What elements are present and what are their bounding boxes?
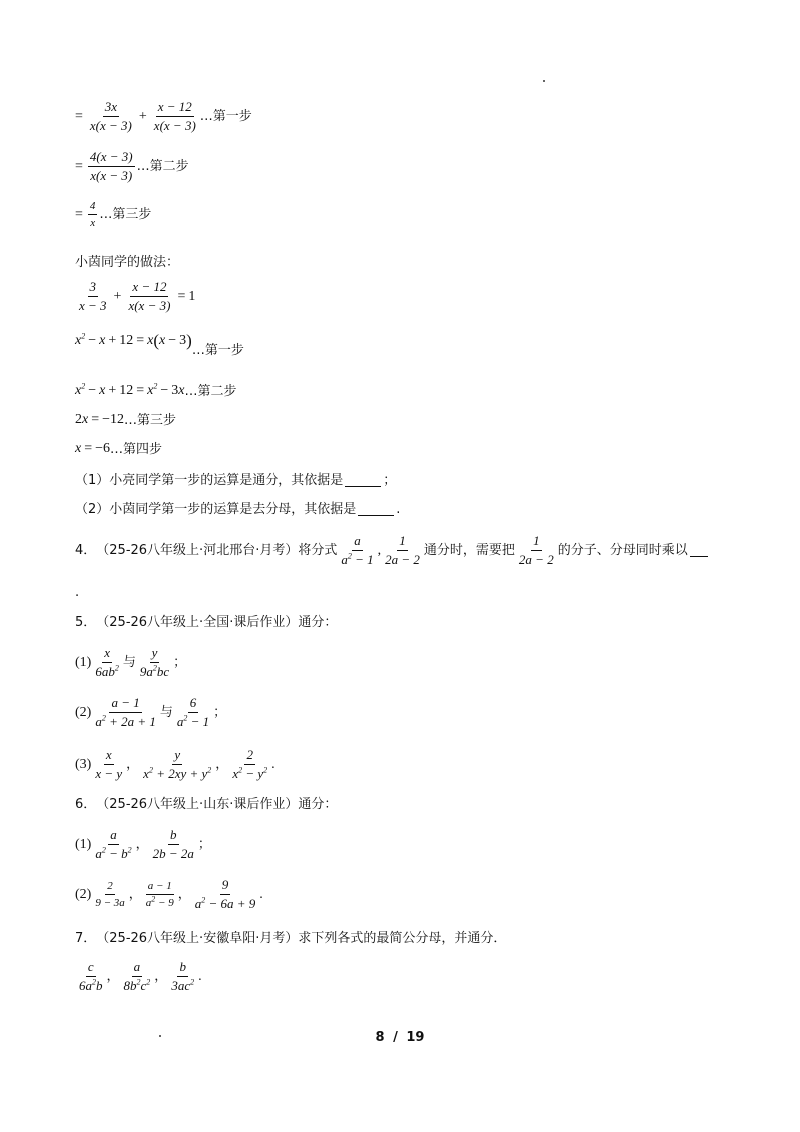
question-4-end: .	[75, 585, 80, 600]
step-label: 第一步	[204, 343, 244, 358]
fraction: $\frac{4(x - 3)}{x(x - 3)}$	[89, 149, 133, 184]
xiaojun-step4: x = − 6 … 第四步	[75, 441, 163, 457]
question-source: （25-26八年级上·山东·课后作业）	[96, 797, 299, 812]
question-source: （25-26八年级上·河北邢台·月考）	[96, 543, 299, 559]
question-number: 5．	[75, 615, 97, 630]
step-label: 第一步	[212, 109, 252, 125]
fraction: $\frac{x}{x - y}$	[95, 747, 123, 782]
xiaoliang-step3: = $\frac{4}{x}$ … 第三步	[75, 200, 152, 230]
fraction: $\frac{a}{8b^2c^2}$	[123, 959, 151, 994]
question-4: 4． （25-26八年级上·河北邢台·月考） 将分式 $\frac{a}{a^2 - 1}$ , $\frac{1}{2a - 2}$ 通分时，需要把 $\frac{1}{2a - 2}$ 的分子、分母同时乘以	[75, 534, 710, 568]
answer-blank[interactable]	[345, 474, 381, 487]
fraction: $\frac{x - 12}{x(x - 3)}$	[128, 279, 171, 314]
question-number: 4．	[75, 543, 97, 559]
fraction: $\frac{x}{6ab^2}$	[95, 645, 119, 680]
question-5-part3: (3) $\frac{x}{x - y}$ ， $\frac{y}{x^2 + 2xy + y^2}$ ， $\frac{2}{x^2 - y^2}$ .	[75, 747, 275, 782]
xiaojun-step3: 2 x = − 12 … 第三步	[75, 412, 177, 428]
fraction: $\frac{3x}{x(x - 3)}$	[89, 99, 132, 134]
fraction: $\frac{a}{a^2 - 1}$	[341, 533, 374, 568]
question-number: 7．	[75, 931, 97, 946]
fraction: $\frac{4}{x}$	[89, 200, 96, 230]
fraction: $\frac{3}{x - 3}$	[79, 279, 107, 314]
fraction: $\frac{9}{a^2 - 6a + 9}$	[194, 877, 256, 912]
fraction: $\frac{y}{9a^2bc}$	[139, 645, 170, 680]
question-6: 6． （25-26八年级上·山东·课后作业） 通分：	[75, 797, 338, 812]
xiaojun-step2: $x^2$ − x + 12 = $x^2$ − 3 x … 第二步	[75, 381, 237, 399]
question-5: 5． （25-26八年级上·全国·课后作业） 通分：	[75, 615, 338, 630]
question-5-part1: (1) $\frac{x}{6ab^2}$ 与 $\frac{y}{9a^2bc}$ ；	[75, 645, 187, 680]
answer-blank[interactable]	[358, 503, 394, 516]
step-label: 第三步	[112, 207, 152, 223]
xiaojun-title: 小茵同学的做法：	[75, 255, 180, 270]
answer-blank[interactable]	[690, 544, 708, 557]
question-source: （25-26八年级上·安徽阜阳·月考）	[96, 931, 299, 946]
fraction: $\frac{a - 1}{a^2 + 2a + 1}$	[95, 695, 156, 730]
fraction: $\frac{x - 12}{x(x - 3)}$	[153, 99, 196, 134]
fraction: $\frac{c}{6a^2b}$	[79, 959, 103, 994]
step-label: 第二步	[149, 159, 189, 175]
speck	[543, 80, 545, 82]
page-number: 8 / 19	[375, 1030, 425, 1045]
fraction: $\frac{1}{2a - 2}$	[518, 533, 554, 568]
step-label: 第二步	[197, 383, 237, 399]
question-6-part1: (1) $\frac{a}{a^2 - b^2}$ ， $\frac{b}{2b - 2a}$ ；	[75, 827, 211, 862]
question-5-part2: (2) $\frac{a - 1}{a^2 + 2a + 1}$ 与 $\frac{6}{a^2 - 1}$ ；	[75, 695, 227, 730]
xiaoliang-step2: = $\frac{4(x - 3)}{x(x - 3)}$ … 第二步	[75, 149, 189, 184]
xiaojun-step1: $x^2$ − x + 12 = x ( x − 3 ) … 第一步	[75, 330, 244, 358]
fraction: $\frac{b}{2b - 2a}$	[152, 827, 194, 862]
question-source: （25-26八年级上·全国·课后作业）	[96, 615, 299, 630]
step-label: 第四步	[123, 441, 163, 457]
xiaojun-equation: $\frac{3}{x - 3}$ + $\frac{x - 12}{x(x - 3)}$ = 1	[79, 279, 196, 314]
question-6-part2: (2) $\frac{2}{9 - 3a}$ ， $\frac{a - 1}{a^2 - 9}$ ， $\frac{9}{a^2 - 6a + 9}$ .	[75, 877, 263, 912]
fraction: $\frac{b}{3ac^2}$	[171, 959, 195, 994]
fraction: $\frac{a - 1}{a^2 - 9}$	[145, 880, 174, 910]
question-7-fractions: $\frac{c}{6a^2b}$ ， $\frac{a}{8b^2c^2}$ ， $\frac{b}{3ac^2}$ .	[79, 959, 202, 994]
fraction: $\frac{a}{a^2 - b^2}$	[95, 827, 132, 862]
question-7: 7． （25-26八年级上·安徽阜阳·月考） 求下列各式的最简公分母，并通分．	[75, 931, 507, 946]
step-label: 第三步	[137, 412, 177, 428]
fraction: $\frac{2}{x^2 - y^2}$	[232, 747, 268, 782]
fraction: $\frac{2}{9 - 3a}$	[95, 880, 125, 910]
xiaoliang-step1: = $\frac{3x}{x(x - 3)}$ + $\frac{x - 12}{x(x - 3)}$ … 第一步	[75, 99, 252, 134]
question-number: 6．	[75, 797, 97, 812]
fraction: $\frac{y}{x^2 + 2xy + y^2}$	[143, 747, 212, 782]
fraction: $\frac{1}{2a - 2}$	[385, 533, 420, 568]
fraction: $\frac{6}{a^2 - 1}$	[176, 695, 210, 730]
q3-sub2: （2）小茵同学第一步的运算是去分母，其依据是 .	[75, 502, 401, 517]
q3-sub1: （1）小亮同学第一步的运算是通分，其依据是 ；	[75, 473, 397, 488]
